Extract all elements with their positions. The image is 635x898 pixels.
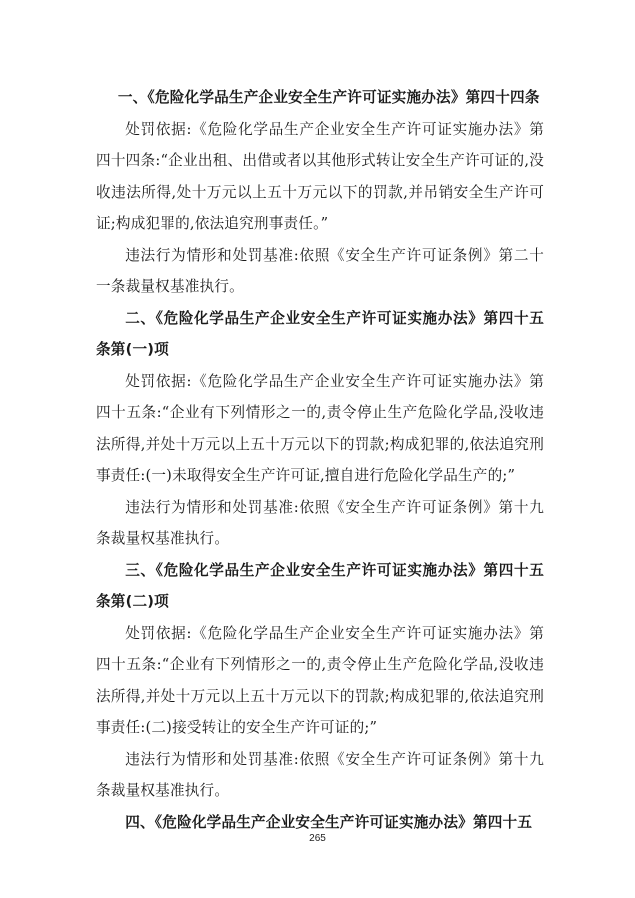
document-body [96,82,544,838]
section-4-heading: 四、《危险化学品生产企业安全生产许可证实施办法》第四十五 [125,813,533,831]
section-3-standard: 违法行为情形和处罚基准:依照《安全生产许可证条例》第十九条裁量权基准执行。 [96,750,544,799]
section-1-basis: 处罚依据:《危险化学品生产企业安全生产许可证实施办法》第四十四条:“企业出租、出借或者以其他形式转让安全生产许可证的,没收违法所得,处十万元以上五十万元以下的罚款,并吊销安全生产许可证;构成犯罪的,依法追究刑事责任。” [96,120,544,232]
section-3-basis: 处罚依据:《危险化学品生产企业安全生产许可证实施办法》第四十五条:“企业有下列情形之一的,责令停止生产危险化学品,没收违法所得,并处十万元以上五十万元以下的罚款;构成犯罪的,依法追究刑事责任:(二)接受转让的安全生产许可证的;” [96,624,544,736]
section-2-basis: 处罚依据:《危险化学品生产企业安全生产许可证实施办法》第四十五条:“企业有下列情形之一的,责令停止生产危险化学品,没收违法所得,并处十万元以上五十万元以下的罚款;构成犯罪的,依法追究刑事责任:(一)未取得安全生产许可证,擅自进行危险化学品生产的;” [96,372,544,484]
section-3-heading: 三、《危险化学品生产企业安全生产许可证实施办法》第四十五条第(二)项 [96,561,544,610]
section-1-standard: 违法行为情形和处罚基准:依照《安全生产许可证条例》第二十一条裁量权基准执行。 [96,246,544,295]
section-2-heading: 二、《危险化学品生产企业安全生产许可证实施办法》第四十五条第(一)项 [96,309,544,358]
section-1-heading: 一、《危险化学品生产企业安全生产许可证实施办法》第四十四条 [117,89,540,106]
page-number: 265 [309,833,326,844]
section-2-standard: 违法行为情形和处罚基准:依照《安全生产许可证条例》第十九条裁量权基准执行。 [96,498,544,547]
